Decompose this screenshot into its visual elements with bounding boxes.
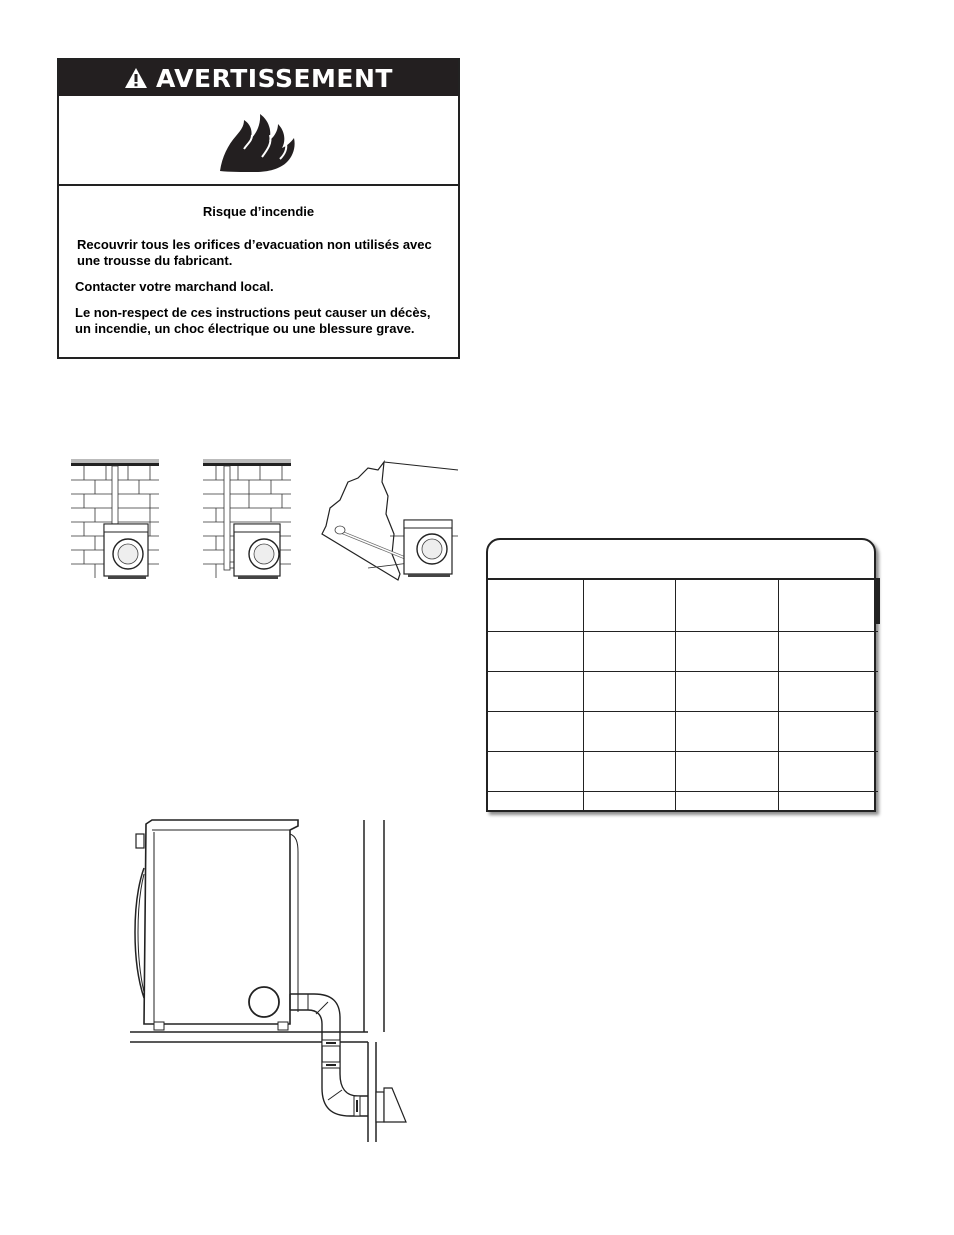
- warning-header: [59, 60, 458, 96]
- table-cell: [583, 632, 675, 672]
- warning-paragraph-2: Contacter votre marchand local.: [75, 279, 274, 294]
- warning-triangle-icon: [124, 67, 148, 89]
- table-row: [488, 579, 878, 632]
- warning-subtitle: Risque d’incendie: [202, 204, 315, 219]
- table-cell: [583, 792, 675, 812]
- table-cell: [488, 632, 583, 672]
- table-cell: [488, 792, 583, 812]
- table-cell: [583, 579, 675, 632]
- fire-hazard-symbol: [59, 96, 458, 186]
- table-cell: [778, 752, 878, 792]
- table-cell: [778, 632, 878, 672]
- table-cell: [778, 792, 878, 812]
- table-grid: [488, 578, 878, 812]
- table-row: [488, 752, 878, 792]
- fire-icon: [214, 105, 304, 175]
- table-cell: [488, 672, 583, 712]
- vent-length-table: [486, 538, 880, 816]
- table-cell: [675, 752, 778, 792]
- table-cell: [488, 752, 583, 792]
- table-cell: [488, 712, 583, 752]
- warning-box: [57, 58, 460, 359]
- table-cell: [778, 672, 878, 712]
- table-cell: [488, 579, 583, 632]
- table-cell: [675, 632, 778, 672]
- table-row: [488, 672, 878, 712]
- table-cell: [778, 579, 878, 632]
- warning-paragraph-3: Le non-respect de ces instructions peut causer un décès, un incendie, un choc électrique ou une blessure grave.: [75, 305, 431, 336]
- table-row: [488, 632, 878, 672]
- table-side-tab: [875, 578, 880, 624]
- installation-illustration-floor: [318, 456, 464, 584]
- table-frame: [486, 538, 876, 812]
- table-cell: [675, 712, 778, 752]
- table-cell: [675, 792, 778, 812]
- table-cell: [583, 712, 675, 752]
- table-cell: [583, 752, 675, 792]
- installation-illustration-ceiling-left: [70, 458, 162, 582]
- table-row: [488, 712, 878, 752]
- dryer-side-view-vent-illustration: [122, 812, 414, 1146]
- warning-title: AVERTISSEMENT: [156, 63, 393, 93]
- warning-body: [59, 186, 458, 337]
- table-title-bar: [488, 540, 874, 580]
- table-cell: [675, 672, 778, 712]
- table-cell: [675, 579, 778, 632]
- table-cell: [583, 672, 675, 712]
- warning-paragraph-1: Recouvrir tous les orifices d’evacuation non utilisés avec une trousse du fabricant.: [77, 237, 432, 268]
- table-cell: [778, 712, 878, 752]
- installation-illustration-ceiling-side: [202, 458, 294, 582]
- table-row: [488, 792, 878, 812]
